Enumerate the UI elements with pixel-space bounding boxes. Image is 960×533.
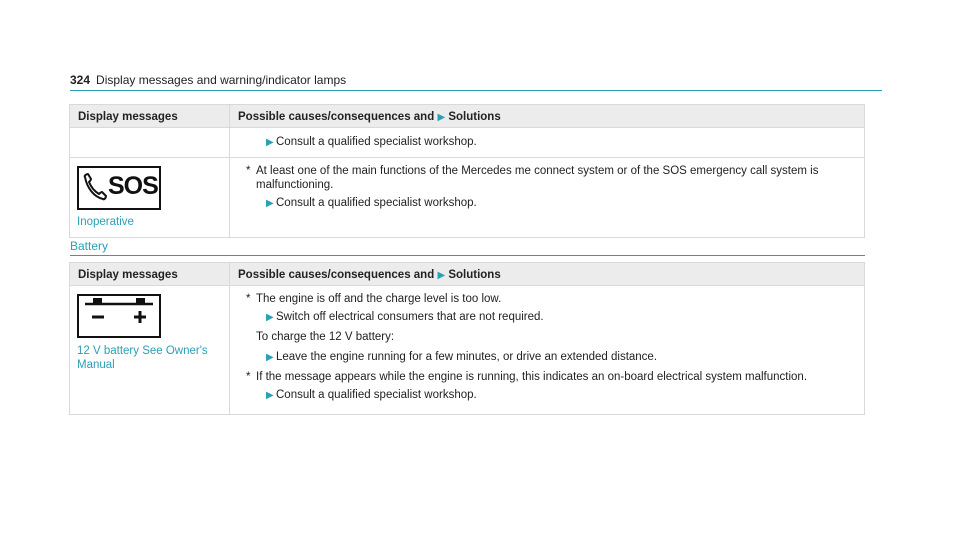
solution-text: Consult a qualified specialist workshop. [276, 197, 477, 209]
play-arrow-icon: ▶ [266, 390, 274, 401]
solution-line [238, 388, 856, 402]
battery-symbol-icon [79, 296, 159, 336]
bullet-marker: * [246, 165, 251, 177]
empty-cell [70, 128, 230, 158]
solution-line [238, 196, 856, 210]
battery-icon [77, 294, 161, 338]
sos-icon [77, 166, 161, 210]
play-arrow-icon: ▶ [266, 312, 274, 323]
solution-text: Consult a qualified specialist workshop. [276, 136, 477, 148]
display-messages-table-1 [69, 104, 865, 238]
header-solutions-text: Solutions [448, 111, 501, 123]
cause-text: At least one of the main functions of the Mercedes me connect system or of the SOS emergency call system is malfunctioning. [256, 165, 819, 191]
bullet-marker: * [246, 293, 251, 305]
message-caption: Inoperative [77, 216, 134, 228]
message-caption: 12 V battery See Owner's Manual [77, 345, 208, 371]
solution-text: Switch off electrical consumers that are not required. [276, 311, 544, 323]
header-solutions-text: Solutions [448, 269, 501, 281]
solution-text: Consult a qualified specialist workshop. [276, 389, 477, 401]
page-number: 324 [70, 73, 91, 87]
table-header-row [70, 105, 865, 128]
header-display-messages: Display messages [70, 263, 230, 286]
cause-solution-cell [230, 158, 865, 238]
solution-line [238, 135, 856, 149]
play-arrow-icon: ▶ [266, 352, 274, 363]
bullet-marker: * [246, 371, 251, 383]
cause-solution-cell [230, 286, 865, 415]
header-display-messages: Display messages [70, 105, 230, 128]
cause-text: If the message appears while the engine is running, this indicates an on-board electrical system malfunction. [256, 371, 808, 383]
display-messages-table-2 [69, 262, 865, 415]
cause-line [238, 370, 856, 384]
play-arrow-icon: ▶ [437, 270, 446, 281]
table-row [70, 286, 865, 415]
play-arrow-icon: ▶ [266, 137, 274, 148]
header-causes-text: Possible causes/consequences and [238, 111, 435, 123]
header-causes-text: Possible causes/consequences and [238, 269, 435, 281]
table-row [70, 158, 865, 238]
page-header-title: Display messages and warning/indicator lamps [96, 73, 347, 87]
cause-line [238, 292, 856, 306]
solution-cell [230, 128, 865, 158]
cause-line [238, 164, 856, 192]
table-header-row [70, 263, 865, 286]
display-message-cell [70, 286, 230, 415]
display-message-cell [70, 158, 230, 238]
header-causes-solutions [230, 105, 865, 128]
sos-icon-label: SOS [108, 172, 158, 200]
play-arrow-icon: ▶ [266, 198, 274, 209]
cause-text: The engine is off and the charge level is too low. [256, 293, 502, 305]
table-row [70, 128, 865, 158]
section-title: Battery [70, 240, 865, 256]
solution-line [238, 350, 856, 364]
solution-text: Leave the engine running for a few minutes, or drive an extended distance. [276, 351, 658, 363]
solution-line [238, 310, 856, 324]
play-arrow-icon: ▶ [437, 112, 446, 123]
page-header [70, 72, 882, 91]
subheading: To charge the 12 V battery: [256, 331, 395, 343]
header-causes-solutions [230, 263, 865, 286]
